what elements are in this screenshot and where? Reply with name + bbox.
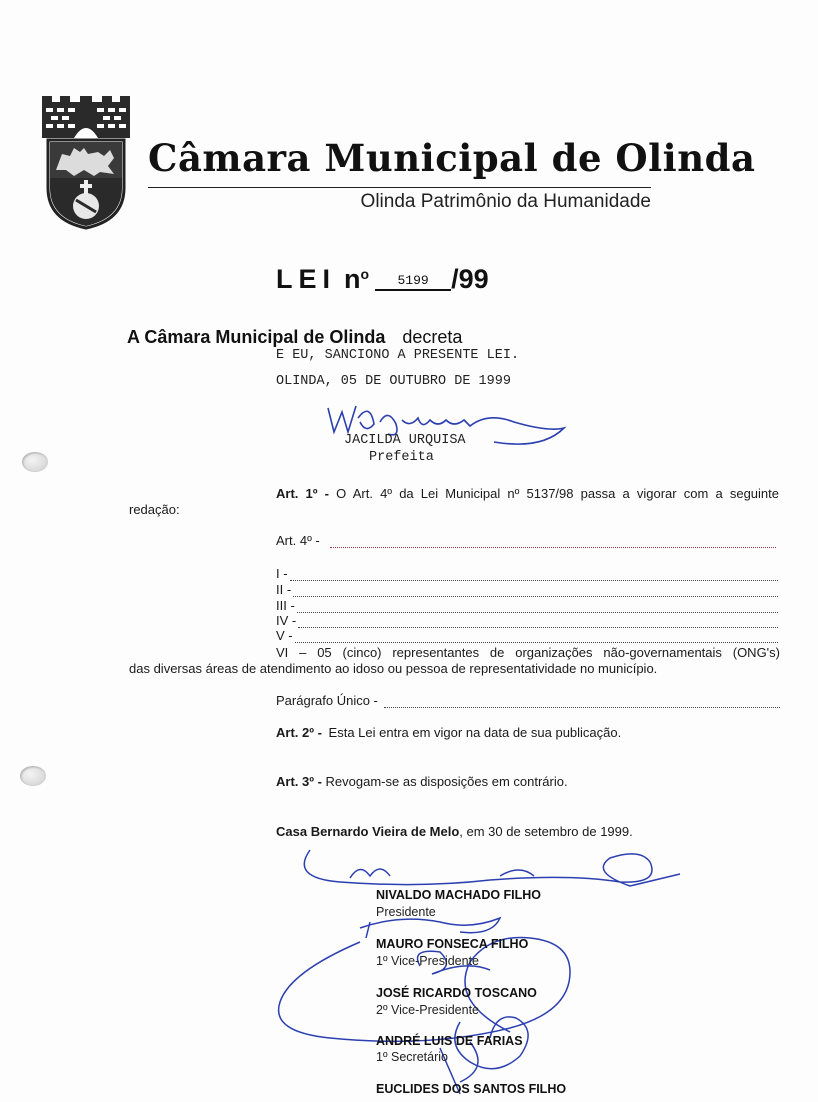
- sanction-text: E EU, SANCIONO A PRESENTE LEI.: [276, 348, 520, 363]
- article-2: [276, 725, 621, 740]
- closing-line: [276, 824, 633, 839]
- mayor-name: JACILDA URQUISA: [344, 433, 466, 448]
- signatory-1-name: NIVALDO MACHADO FILHO: [376, 888, 542, 902]
- signatory-2-role: 1º Vice-Presidente: [376, 954, 480, 968]
- mayor-title: Prefeita: [369, 450, 434, 465]
- law-prefix: LEI: [276, 264, 337, 294]
- institution-motto: Olinda Patrimônio da Humanidade: [360, 191, 651, 212]
- closing-date: , em 30 de setembro de 1999.: [459, 824, 633, 839]
- article-2-text: Esta Lei entra em vigor na data de sua publicação.: [328, 725, 622, 740]
- article-1-label: Art. 1º -: [276, 486, 329, 501]
- item-iii: [276, 598, 778, 613]
- item-v: [276, 628, 778, 643]
- title-rule: [148, 187, 651, 188]
- decree-verb: decreta: [402, 327, 463, 347]
- item-vi-line-2: das diversas áreas de atendimento ao idoso ou pessoa de representatividade no município.: [129, 661, 658, 676]
- binder-hole-top: [22, 452, 48, 472]
- article-3-label: Art. 3º -: [276, 774, 322, 789]
- item-i-label: I -: [276, 566, 288, 581]
- item-ii: [276, 582, 778, 597]
- coat-of-arms: [40, 96, 132, 230]
- article-4-dots: [330, 537, 776, 548]
- article-3: [276, 774, 568, 789]
- item-iv-label: IV -: [276, 613, 297, 628]
- law-heading: [276, 264, 489, 295]
- sanction-place-date: OLINDA, 05 DE OUTUBRO DE 1999: [276, 374, 511, 389]
- item-i: [276, 566, 778, 581]
- article-1-continuation: redação:: [129, 502, 180, 517]
- signatory-1-role: Presidente: [376, 905, 436, 919]
- binder-hole-bottom: [20, 766, 46, 786]
- council-signatures-ink: [270, 842, 710, 1102]
- signatory-4-role: 1º Secretário: [376, 1050, 448, 1064]
- signatory-3-role: 2º Vice-Presidente: [376, 1003, 480, 1017]
- item-iii-label: III -: [276, 598, 295, 613]
- closing-house: Casa Bernardo Vieira de Melo: [276, 824, 460, 839]
- article-4-label: Art. 4º -: [276, 533, 320, 548]
- item-iv: [276, 613, 778, 628]
- signatory-3-name: JOSÉ RICARDO TOSCANO: [376, 986, 537, 1000]
- article-2-label: Art. 2º -: [276, 725, 322, 740]
- item-v-label: V -: [276, 628, 293, 643]
- article-4-line: [276, 533, 776, 548]
- decree-issuer: A Câmara Municipal de Olinda: [127, 327, 386, 347]
- signatory-4-name: ANDRÉ LUIS DE FARIAS: [376, 1034, 523, 1048]
- item-vi-line-1: VI – 05 (cinco) representantes de organizações não-governamentais (ONG's): [276, 645, 780, 660]
- law-number-value: 5199: [375, 273, 451, 291]
- paragraph-unico: [276, 693, 780, 708]
- paragraph-label: Parágrafo Único -: [276, 693, 378, 708]
- article-1-text: O Art. 4º da Lei Municipal nº 5137/98 passa a vigorar com a seguinte: [336, 486, 779, 501]
- article-3-text: Revogam-se as disposições em contrário.: [325, 774, 568, 789]
- decree-line: [127, 327, 462, 348]
- article-1: [276, 486, 779, 501]
- law-number-label: $n^o$: [344, 264, 370, 294]
- institution-title: Câmara Municipal de Olinda: [148, 136, 756, 180]
- signatory-5-name: EUCLIDES DOS SANTOS FILHO: [376, 1082, 567, 1096]
- signatory-2-name: MAURO FONSECA FILHO: [376, 937, 529, 951]
- item-ii-label: II -: [276, 582, 292, 597]
- law-year: /99: [451, 264, 489, 294]
